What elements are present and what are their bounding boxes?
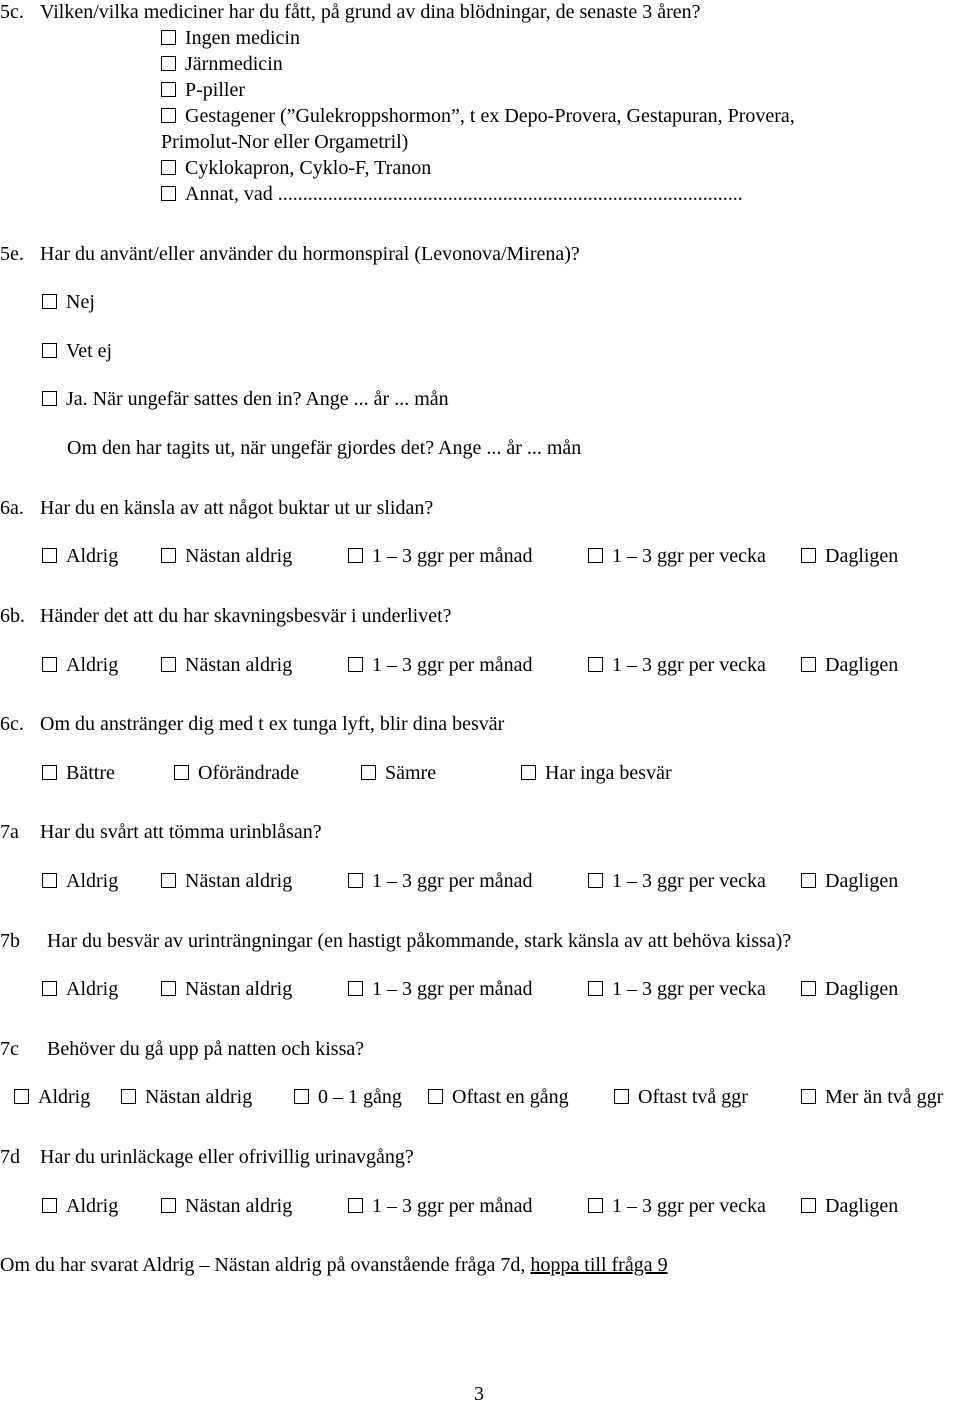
q6b-option-4[interactable] (588, 655, 766, 675)
q6b-option-1[interactable] (42, 655, 118, 675)
checkbox-icon[interactable] (348, 657, 363, 672)
q7a-option-5[interactable] (801, 871, 898, 891)
q7d-option-4[interactable] (588, 1196, 766, 1216)
checkbox-icon[interactable] (42, 391, 57, 406)
checkbox-icon[interactable] (161, 82, 176, 97)
checkbox-icon[interactable] (801, 1089, 816, 1104)
checkbox-icon[interactable] (161, 873, 176, 888)
q5e-option-3[interactable] (42, 389, 449, 409)
q7d-option-2[interactable] (161, 1196, 292, 1216)
option-label: Dagligen (825, 654, 899, 676)
option-label: Dagligen (825, 545, 899, 567)
q7b-option-3[interactable] (348, 979, 533, 999)
checkbox-icon[interactable] (161, 1198, 176, 1213)
q6a-question: Har du en känsla av att något buktar ut ur slidan? (40, 497, 434, 519)
q6b-question: Händer det att du har skavningsbesvär i underlivet? (40, 605, 452, 627)
q7a-option-2[interactable] (161, 871, 292, 891)
option-label: P-piller (185, 79, 245, 101)
checkbox-icon[interactable] (161, 160, 176, 175)
q5c-option-1[interactable] (161, 28, 300, 48)
checkbox-icon[interactable] (801, 981, 816, 996)
checkbox-icon[interactable] (588, 548, 603, 563)
q7c-option-2[interactable] (121, 1087, 252, 1107)
checkbox-icon[interactable] (801, 548, 816, 563)
option-label: Dagligen (825, 870, 899, 892)
q7d-option-3[interactable] (348, 1196, 533, 1216)
checkbox-icon[interactable] (588, 981, 603, 996)
checkbox-icon[interactable] (161, 548, 176, 563)
q7a-option-1[interactable] (42, 871, 118, 891)
option-label: Nästan aldrig (145, 1086, 253, 1108)
checkbox-icon[interactable] (361, 765, 376, 780)
option-label: Ingen medicin (185, 27, 300, 49)
checkbox-icon[interactable] (294, 1089, 309, 1104)
option-label: Ja. När ungefär sattes den in? Ange ... år ... mån (66, 388, 449, 410)
option-label: Sämre (385, 762, 437, 784)
q7c-option-5[interactable] (614, 1087, 748, 1107)
option-label: Aldrig (66, 870, 119, 892)
option-label: Cyklokapron, Cyklo-F, Tranon (185, 157, 432, 179)
checkbox-icon[interactable] (14, 1089, 29, 1104)
option-label: Nästan aldrig (185, 978, 293, 1000)
q6a-option-2[interactable] (161, 546, 292, 566)
q6a-option-5[interactable] (801, 546, 898, 566)
checkbox-icon[interactable] (428, 1089, 443, 1104)
checkbox-icon[interactable] (161, 981, 176, 996)
q6a-option-4[interactable] (588, 546, 766, 566)
checkbox-icon[interactable] (161, 108, 176, 123)
q6c-option-3[interactable] (361, 763, 436, 783)
q7b-option-2[interactable] (161, 979, 292, 999)
checkbox-icon[interactable] (42, 657, 57, 672)
option-label: Järnmedicin (185, 53, 283, 75)
checkbox-icon[interactable] (801, 657, 816, 672)
checkbox-icon[interactable] (588, 1198, 603, 1213)
skip-link[interactable]: hoppa till fråga 9 (530, 1254, 668, 1276)
page-number: 3 (474, 1383, 484, 1405)
option-label: 1 – 3 ggr per vecka (612, 870, 766, 892)
option-label: 1 – 3 ggr per vecka (612, 1195, 766, 1217)
option-label: Gestagener (”Gulekroppshormon”, t ex Depo-Provera, Gestapuran, Provera, (185, 105, 795, 127)
q5e-number: 5e. (0, 243, 24, 265)
option-label: Aldrig (66, 654, 119, 676)
q5c-number: 5c. (0, 1, 24, 23)
option-label: Nästan aldrig (185, 545, 293, 567)
q5e-followup: Om den har tagits ut, när ungefär gjordes det? Ange ... år ... mån (67, 437, 582, 459)
option-label: Nästan aldrig (185, 654, 293, 676)
q7d-option-5[interactable] (801, 1196, 898, 1216)
checkbox-icon[interactable] (801, 1198, 816, 1213)
q7c-option-1[interactable] (14, 1087, 90, 1107)
option-label: 1 – 3 ggr per vecka (612, 545, 766, 567)
checkbox-icon[interactable] (42, 343, 57, 358)
checkbox-icon[interactable] (801, 873, 816, 888)
checkbox-icon[interactable] (521, 765, 536, 780)
q6a-option-3[interactable] (348, 546, 533, 566)
q6b-option-3[interactable] (348, 655, 533, 675)
q6c-number: 6c. (0, 713, 24, 735)
q7a-question: Har du svårt att tömma urinblåsan? (40, 821, 322, 843)
checkbox-icon[interactable] (161, 30, 176, 45)
option-label: Nej (66, 291, 95, 313)
option-label: Nästan aldrig (185, 1195, 293, 1217)
q7b-number: 7b (0, 930, 20, 952)
q7c-option-6[interactable] (801, 1087, 943, 1107)
q7b-option-5[interactable] (801, 979, 898, 999)
q7d-question: Har du urinläckage eller ofrivillig urinavgång? (40, 1146, 414, 1168)
q7a-number: 7a (0, 821, 19, 843)
checkbox-icon[interactable] (161, 186, 176, 201)
q6c-option-2[interactable] (174, 763, 299, 783)
option-label: Dagligen (825, 978, 899, 1000)
checkbox-icon[interactable] (121, 1089, 136, 1104)
checkbox-icon[interactable] (614, 1089, 629, 1104)
option-label: Oftast en gång (452, 1086, 569, 1108)
option-label: Har inga besvär (545, 762, 672, 784)
q7a-option-3[interactable] (348, 871, 533, 891)
option-label: 1 – 3 ggr per månad (372, 978, 533, 1000)
option-label: Dagligen (825, 1195, 899, 1217)
q7c-option-4[interactable] (428, 1087, 569, 1107)
q6b-number: 6b. (0, 605, 25, 627)
option-label: 1 – 3 ggr per vecka (612, 978, 766, 1000)
checkbox-icon[interactable] (42, 765, 57, 780)
checkbox-icon[interactable] (348, 1198, 363, 1213)
q7b-option-4[interactable] (588, 979, 766, 999)
checkbox-icon[interactable] (42, 981, 57, 996)
q5e-option-2[interactable] (42, 341, 112, 361)
q5c-option-3[interactable] (161, 80, 245, 100)
checkbox-icon[interactable] (161, 56, 176, 71)
checkbox-icon[interactable] (348, 873, 363, 888)
q5c-option-2[interactable] (161, 54, 283, 74)
option-label: 1 – 3 ggr per vecka (612, 654, 766, 676)
q7a-option-4[interactable] (588, 871, 766, 891)
q6b-option-5[interactable] (801, 655, 898, 675)
q7c-option-3[interactable] (294, 1087, 402, 1107)
option-label: 1 – 3 ggr per månad (372, 654, 533, 676)
q5c-option-4[interactable] (161, 106, 795, 126)
q5e-option-1[interactable] (42, 292, 95, 312)
option-label: Aldrig (66, 545, 119, 567)
q6a-number: 6a. (0, 497, 24, 519)
option-label: Oftast två ggr (638, 1086, 748, 1108)
q5c-option-6[interactable] (161, 184, 743, 204)
q7b-option-1[interactable] (42, 979, 118, 999)
checkbox-icon[interactable] (42, 548, 57, 563)
option-label: 1 – 3 ggr per månad (372, 1195, 533, 1217)
checkbox-icon[interactable] (348, 981, 363, 996)
checkbox-icon[interactable] (588, 657, 603, 672)
q7c-question: Behöver du gå upp på natten och kissa? (47, 1038, 365, 1060)
option-label: Bättre (66, 762, 115, 784)
q7c-number: 7c (0, 1038, 19, 1060)
q6c-option-4[interactable] (521, 763, 672, 783)
option-label: 1 – 3 ggr per månad (372, 870, 533, 892)
skip-instruction (0, 1255, 668, 1275)
option-label: Aldrig (38, 1086, 91, 1108)
q5e-question: Har du använt/eller använder du hormonspiral (Levonova/Mirena)? (40, 243, 580, 265)
q7d-option-1[interactable] (42, 1196, 118, 1216)
checkbox-icon[interactable] (348, 548, 363, 563)
option-label: 0 – 1 gång (318, 1086, 402, 1108)
option-label: 1 – 3 ggr per månad (372, 545, 533, 567)
q5c-option-4-continuation: Primolut-Nor eller Orgametril) (161, 131, 409, 153)
q5c-option-5[interactable] (161, 158, 431, 178)
checkbox-icon[interactable] (174, 765, 189, 780)
q7b-question: Har du besvär av urinträngningar (en hastigt påkommande, stark känsla av att behöva kissa)? (47, 930, 792, 952)
option-label: Nästan aldrig (185, 870, 293, 892)
checkbox-icon[interactable] (161, 657, 176, 672)
option-label: Vet ej (66, 340, 113, 362)
checkbox-icon[interactable] (42, 1198, 57, 1213)
q6c-option-1[interactable] (42, 763, 115, 783)
checkbox-icon[interactable] (42, 294, 57, 309)
checkbox-icon[interactable] (42, 873, 57, 888)
checkbox-icon[interactable] (588, 873, 603, 888)
q6a-option-1[interactable] (42, 546, 118, 566)
q6c-question: Om du anstränger dig med t ex tunga lyft, blir dina besvär (40, 713, 505, 735)
option-label: Oförändrade (198, 762, 300, 784)
q7d-number: 7d (0, 1146, 20, 1168)
option-label: Mer än två ggr (825, 1086, 944, 1108)
option-label: Annat, vad ............................................................................................. (185, 183, 743, 205)
skip-instruction-text: Om du har svarat Aldrig – Nästan aldrig på ovanstående fråga 7d, (0, 1254, 531, 1276)
option-label: Aldrig (66, 978, 119, 1000)
option-label: Aldrig (66, 1195, 119, 1217)
q6b-option-2[interactable] (161, 655, 292, 675)
q5c-question: Vilken/vilka mediciner har du fått, på grund av dina blödningar, de senaste 3 åren? (40, 1, 701, 23)
